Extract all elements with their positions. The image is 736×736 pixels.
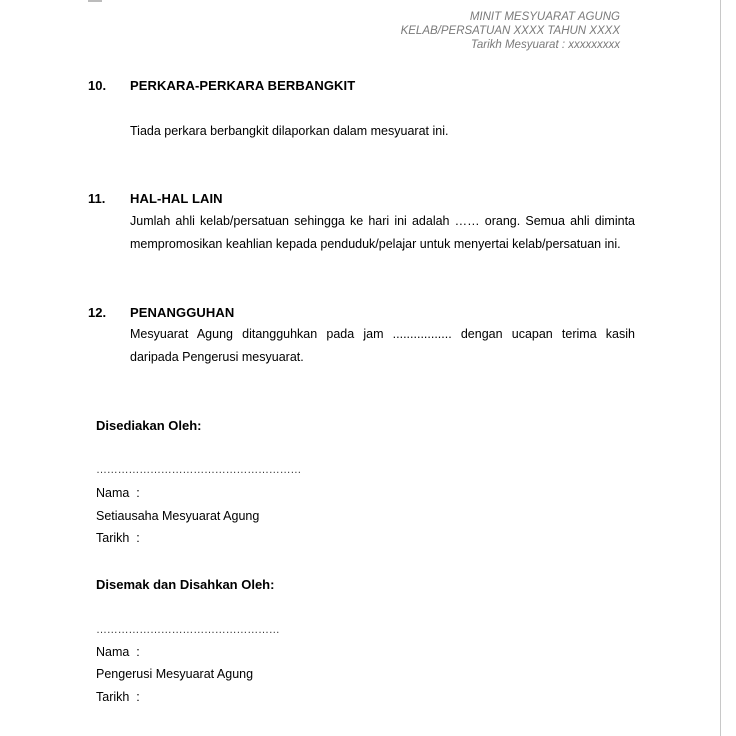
- page-top-marker: [88, 0, 102, 2]
- header-line-title: MINIT MESYUARAT AGUNG: [469, 11, 620, 23]
- prepared-date-label: Tarikh :: [96, 531, 140, 545]
- section-number: 10.: [88, 78, 107, 93]
- prepared-role: Setiausaha Mesyuarat Agung: [96, 509, 260, 523]
- header-line-date: Tarikh Mesyuarat : xxxxxxxxx: [470, 39, 620, 51]
- section-number: 12.: [88, 305, 107, 320]
- prepared-name-label: Nama :: [96, 486, 140, 500]
- prepared-signature-line: …………………………………………………: [96, 464, 302, 476]
- running-header: [401, 10, 620, 52]
- section-body: Jumlah ahli kelab/persatuan sehingga ke hari ini adalah …… orang. Semua ahli diminta mempromosikan keahlian kepada penduduk/pelajar untuk menyertai kelab/persatuan ini.: [130, 214, 635, 251]
- approved-date-label: Tarikh :: [96, 690, 140, 704]
- section-title: HAL-HAL LAIN: [130, 191, 223, 206]
- approved-name-label: Nama :: [96, 645, 140, 659]
- approved-by-heading: Disemak dan Disahkan Oleh:: [96, 577, 275, 592]
- section-title: PENANGGUHAN: [130, 305, 235, 320]
- approved-role: Pengerusi Mesyuarat Agung: [96, 667, 254, 681]
- section-number: 11.: [88, 191, 106, 206]
- page-margin-background: [721, 0, 736, 736]
- section-body: Tiada perkara berbangkit dilaporkan dalam mesyuarat ini.: [130, 124, 449, 138]
- approved-signature-line: ……………………………………………: [96, 624, 280, 636]
- header-line-club: KELAB/PERSATUAN XXXX TAHUN XXXX: [400, 25, 620, 37]
- section-title: PERKARA-PERKARA BERBANGKIT: [130, 78, 356, 93]
- prepared-by-heading: Disediakan Oleh:: [96, 418, 202, 433]
- section-body: Mesyuarat Agung ditangguhkan pada jam ................. dengan ucapan terima kasih daripada Pengerusi mesyuarat.: [130, 327, 635, 364]
